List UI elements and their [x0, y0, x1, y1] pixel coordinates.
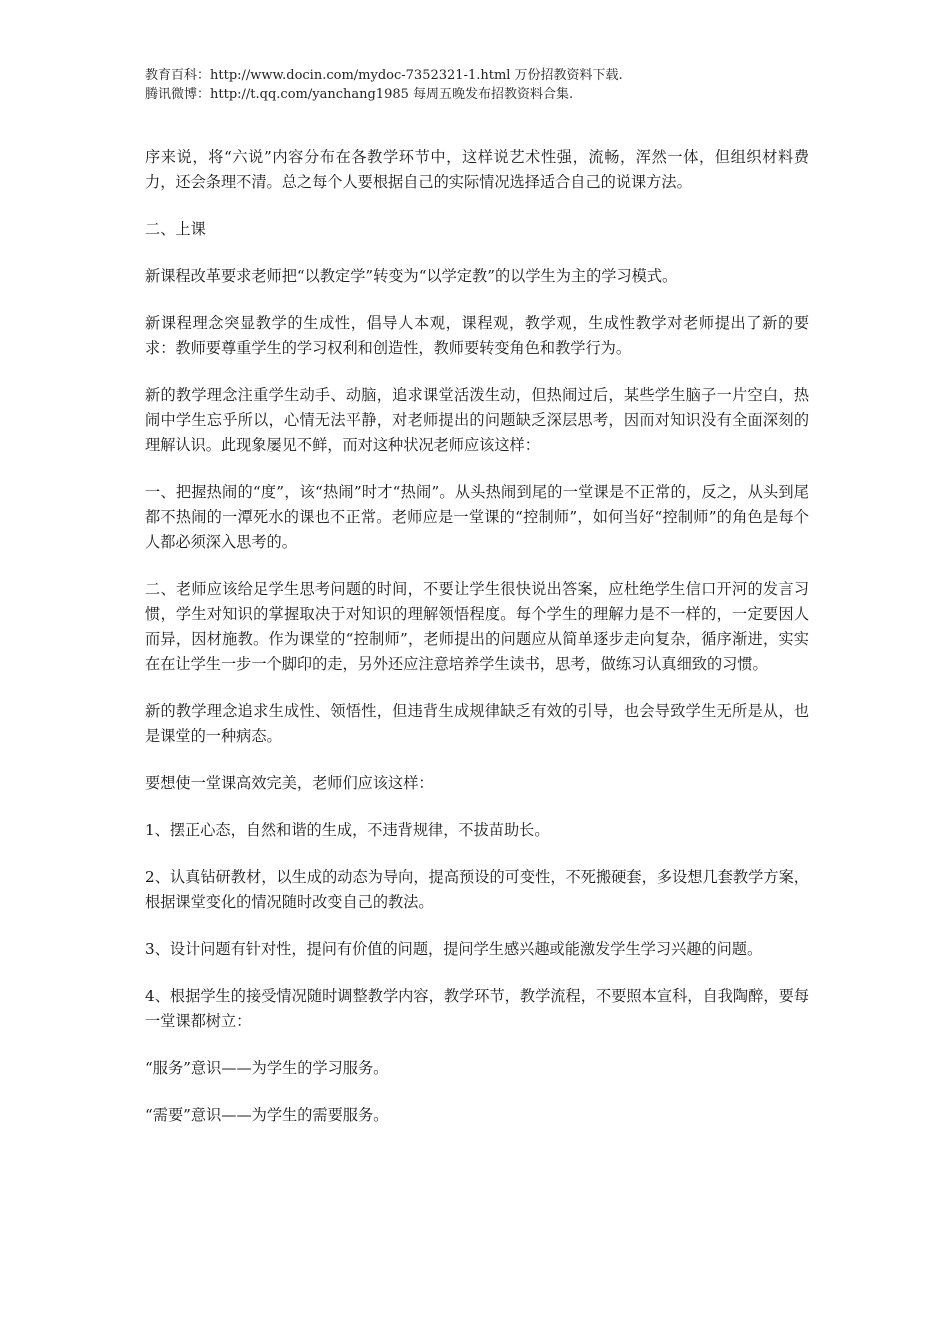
list-item: 2、认真钻研教材，以生成的动态为导向，提高预设的可变性，不死搬硬套，多设想几套教学方案，根据课堂变化的情况随时改变自己的教法。 [145, 868, 809, 911]
list-item: 1、摆正心态，自然和谐的生成，不违背规律，不拔苗助长。 [145, 821, 550, 839]
paragraph: “服务”意识——为学生的学习服务。 [145, 1059, 389, 1077]
list-item: 4、根据学生的接受情况随时调整教学内容，教学环节，教学流程，不要照本宣科，自我陶醉，要每一堂课都树立： [145, 987, 809, 1030]
paragraph: 新课程理念突显教学的生成性，倡导人本观，课程观，教学观，生成性教学对老师提出了新的要求：教师要尊重学生的学习权利和创造性，教师要转变角色和教学行为。 [145, 314, 809, 357]
paragraph: 要想使一堂课高效完美，老师们应该这样： [145, 774, 434, 792]
page-header [145, 66, 623, 104]
paragraph: 新的教学理念注重学生动手、动脑，追求课堂活泼生动，但热闹过后，某些学生脑子一片空白，热闹中学生忘乎所以，心情无法平静，对老师提出的问题缺乏深层思考，因而对知识没有全面深刻的理解认识。此现象屡见不鲜，而对这种状况老师应该这样： [145, 386, 809, 454]
paragraph: “需要”意识——为学生的需要服务。 [145, 1106, 389, 1124]
paragraph: 新课程改革要求老师把“以教定学”转变为“以学定教”的以学生为主的学习模式。 [145, 267, 678, 285]
paragraph: 二、老师应该给足学生思考问题的时间，不要让学生很快说出答案，应杜绝学生信口开河的发言习惯，学生对知识的掌握取决于对知识的理解领悟程度。每个学生的理解力是不一样的，一定要因人而异，因材施教。作为课堂的“控制师”，老师提出的问题应从简单逐步走向复杂，循序渐进，实实在在让学生一步一个脚印的走，另外还应注意培养学生读书，思考，做练习认真细致的习惯。 [145, 580, 809, 673]
list-item: 3、设计问题有针对性，提问有价值的问题，提问学生感兴趣或能激发学生学习兴趣的问题。 [145, 940, 763, 958]
paragraph: 新的教学理念追求生成性、领悟性，但违背生成规律缺乏有效的引导，也会导致学生无所是从，也是课堂的一种病态。 [145, 702, 809, 745]
paragraph: 序来说，将“六说”内容分布在各教学环节中，这样说艺术性强，流畅，浑然一体，但组织材料费力，还会条理不清。总之每个人要根据自己的实际情况选择适合自己的说课方法。 [145, 148, 809, 191]
paragraph: 一、把握热闹的“度”，该“热闹”时才“热闹”。从头热闹到尾的一堂课是不正常的，反之，从头到尾都不热闹的一潭死水的课也不正常。老师应是一堂课的“控制师”，如何当好“控制师”的角色是每个人都必须深入思考的。 [145, 483, 809, 551]
document-body [145, 145, 809, 1150]
header-line-weibo: 腾讯微博：http://t.qq.com/yanchang1985 每周五晚发布招教资料合集. [145, 87, 574, 102]
header-line-docin: 教育百科：http://www.docin.com/mydoc-7352321-1.html 万份招教资料下载. [145, 68, 623, 83]
section-heading: 二、上课 [145, 220, 206, 238]
